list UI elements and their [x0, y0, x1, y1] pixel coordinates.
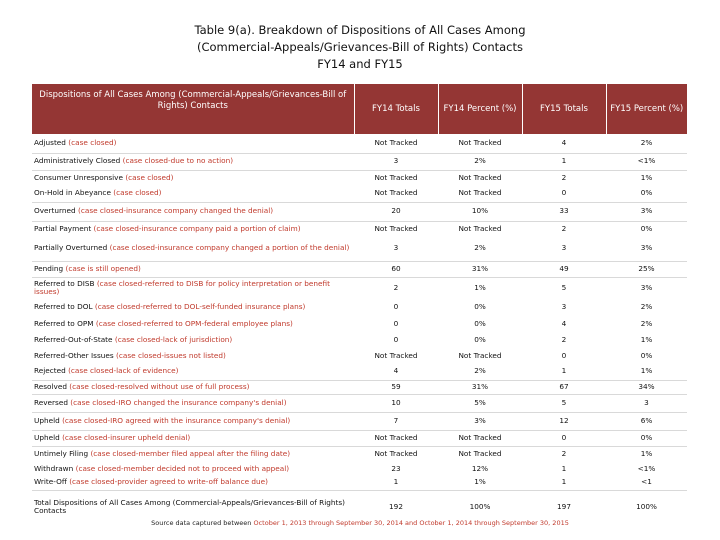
- disposition-name: Resolved: [34, 381, 67, 391]
- fy15-percent-cell: 1%: [606, 446, 687, 462]
- fy14-totals-cell: 4: [393, 366, 399, 376]
- fy14-percent-cell: Not Tracked: [438, 221, 522, 237]
- disposition-description: (case closed-due to no action): [122, 156, 234, 166]
- fy15-percent-cell: 3%: [606, 202, 687, 221]
- disposition-label: [32, 476, 354, 490]
- fy14-percent-cell: Not Tracked: [458, 137, 502, 147]
- disposition-description: (case closed-referred to DOL-self-funded insurance plans): [94, 302, 306, 312]
- fy14-totals-cell: Not Tracked: [354, 430, 438, 446]
- disposition-label: [32, 430, 354, 446]
- fy15-percent-cell: 0%: [606, 221, 687, 237]
- title-line-1: Table 9(a). Breakdown of Dispositions of All Cases Among: [194, 23, 526, 37]
- disposition-description: (case closed-referred to DISB for policy interpretation or benefit issues): [34, 278, 330, 297]
- disposition-name: Rejected: [34, 366, 66, 376]
- fy14-totals-cell: 20: [354, 202, 438, 221]
- fy15-totals-cell: 3: [561, 243, 567, 253]
- disposition-description: (case closed-lack of jurisdiction): [114, 334, 233, 344]
- source-note: [0, 519, 720, 527]
- disposition-label: [32, 446, 354, 462]
- fy14-percent-cell: 2%: [474, 243, 486, 253]
- disposition-name: Withdrawn: [34, 463, 74, 473]
- table-row: [32, 364, 687, 380]
- total-fy14-percent: 100%: [438, 490, 522, 524]
- disposition-description: (case closed-provider agreed to write-off balance due): [69, 477, 269, 487]
- fy14-totals-cell: 3: [393, 243, 399, 253]
- fy15-percent-cell: <1%: [637, 463, 656, 473]
- fy15-totals-cell: 12: [522, 412, 606, 430]
- fy15-totals-cell: 0: [561, 188, 567, 198]
- disposition-description: (case closed-lack of evidence): [68, 366, 179, 376]
- fy14-percent-cell: 2%: [474, 366, 486, 376]
- disposition-description: (case closed-resolved without use of full process): [69, 381, 250, 391]
- fy15-percent-cell: <1%: [606, 153, 687, 170]
- table-title: [0, 22, 720, 73]
- table-row: [32, 332, 687, 348]
- fy14-totals-cell: Not Tracked: [354, 170, 438, 186]
- disposition-label: [32, 202, 354, 221]
- fy14-totals-cell: 7: [354, 412, 438, 430]
- table-row: [32, 446, 687, 462]
- disposition-name: Referred to DOL: [34, 302, 93, 312]
- table-row: [32, 170, 687, 186]
- disposition-description: (case closed-insurer upheld denial): [62, 432, 191, 442]
- fy14-totals-cell: Not Tracked: [374, 188, 418, 198]
- table-body: [32, 134, 687, 524]
- fy15-totals-cell: 2: [522, 170, 606, 186]
- fy15-percent-cell: 0%: [640, 188, 653, 198]
- source-note-prefix: Source data captured between: [151, 519, 252, 527]
- table-row: [32, 299, 687, 316]
- fy15-totals-cell: 1: [522, 153, 606, 170]
- disposition-description: (case closed): [125, 172, 174, 182]
- disposition-name: Referred to DISB: [34, 278, 95, 288]
- fy15-percent-cell: 0%: [640, 350, 653, 360]
- table-row: [32, 202, 687, 221]
- fy14-totals-cell: 1: [393, 477, 399, 487]
- disposition-label: [32, 299, 354, 316]
- disposition-label: [32, 348, 354, 364]
- fy14-totals-cell: 0: [393, 318, 399, 328]
- fy15-totals-cell: 33: [522, 202, 606, 221]
- disposition-label: [32, 380, 354, 394]
- total-fy14-totals: 192: [354, 490, 438, 524]
- total-fy15-percent: 100%: [606, 490, 687, 524]
- disposition-name: Upheld: [34, 415, 60, 425]
- fy14-percent-cell: Not Tracked: [438, 430, 522, 446]
- disposition-label: [32, 332, 354, 348]
- fy14-totals-cell: Not Tracked: [374, 350, 418, 360]
- disposition-name: Pending: [34, 263, 64, 273]
- disposition-description: (case closed-insurance company changed a portion of the denial): [109, 243, 350, 253]
- fy15-totals-cell: 5: [522, 394, 606, 412]
- header-fy15-totals: FY15 Totals: [522, 84, 606, 134]
- disposition-name: Partially Overturned: [34, 243, 108, 253]
- disposition-name: Upheld: [34, 432, 60, 442]
- fy14-percent-cell: 31%: [438, 261, 522, 277]
- fy14-percent-cell: 2%: [438, 153, 522, 170]
- fy15-totals-cell: 67: [522, 380, 606, 394]
- fy14-percent-cell: Not Tracked: [438, 170, 522, 186]
- title-line-3: FY14 and FY15: [317, 57, 403, 71]
- disposition-description: (case is still opened): [65, 263, 141, 273]
- fy14-percent-cell: 5%: [438, 394, 522, 412]
- table-row: [32, 186, 687, 202]
- fy15-totals-cell: 5: [522, 277, 606, 299]
- fy14-percent-cell: 31%: [438, 380, 522, 394]
- table-row: [32, 221, 687, 237]
- fy14-totals-cell: 3: [354, 153, 438, 170]
- fy15-percent-cell: 1%: [606, 170, 687, 186]
- fy15-percent-cell: 25%: [606, 261, 687, 277]
- fy14-totals-cell: Not Tracked: [354, 446, 438, 462]
- disposition-name: Consumer Unresponsive: [34, 172, 123, 182]
- fy15-totals-cell: 1: [561, 477, 567, 487]
- disposition-description: (case closed-IRO changed the insurance company's denial): [70, 397, 287, 407]
- disposition-label: [32, 186, 354, 202]
- disposition-name: Administratively Closed: [34, 156, 121, 166]
- table-row: [32, 462, 687, 476]
- disposition-name: Referred-Out-of-State: [34, 334, 113, 344]
- fy14-percent-cell: Not Tracked: [438, 446, 522, 462]
- disposition-description: (case closed-member filed appeal after the filing date): [90, 448, 291, 458]
- header-fy14-totals: FY14 Totals: [354, 84, 438, 134]
- disposition-label: [32, 261, 354, 277]
- fy14-percent-cell: Not Tracked: [458, 188, 502, 198]
- fy15-totals-cell: 0: [561, 350, 567, 360]
- disposition-description: (case closed-referred to OPM-federal employee plans): [95, 318, 293, 328]
- fy15-percent-cell: 2%: [640, 302, 653, 312]
- disposition-label: [32, 134, 354, 153]
- fy15-percent-cell: 3: [606, 394, 687, 412]
- table-row: [32, 394, 687, 412]
- fy14-percent-cell: 0%: [474, 318, 486, 328]
- header-fy14-percent: FY14 Percent (%): [438, 84, 522, 134]
- table-row: [32, 237, 687, 261]
- header-dispositions: Dispositions of All Cases Among (Commercial-Appeals/Grievances-Bill of Rights) Contacts: [32, 84, 354, 134]
- fy15-totals-cell: 0: [522, 430, 606, 446]
- fy15-percent-cell: 0%: [606, 430, 687, 446]
- fy15-totals-cell: 2: [522, 221, 606, 237]
- fy14-totals-cell: 2: [354, 277, 438, 299]
- fy15-percent-cell: 3%: [640, 243, 653, 253]
- fy15-totals-cell: 4: [561, 137, 567, 147]
- disposition-name: Adjusted: [34, 137, 66, 147]
- table-row: [32, 476, 687, 490]
- fy15-totals-cell: 2: [522, 446, 606, 462]
- fy14-totals-cell: 59: [354, 380, 438, 394]
- header-fy15-percent: FY15 Percent (%): [606, 84, 687, 134]
- disposition-label: [32, 316, 354, 332]
- fy14-percent-cell: 0%: [474, 334, 486, 344]
- table-row: [32, 316, 687, 332]
- disposition-name: Partial Payment: [34, 223, 92, 233]
- header-row: [32, 84, 687, 134]
- fy15-percent-cell: <1: [641, 477, 652, 487]
- disposition-label: [32, 277, 354, 299]
- fy14-totals-cell: 10: [354, 394, 438, 412]
- disposition-name: Reversed: [34, 397, 68, 407]
- disposition-description: (case closed): [113, 188, 162, 198]
- disposition-label: [32, 221, 354, 237]
- fy14-percent-cell: 3%: [438, 412, 522, 430]
- disposition-label: [32, 412, 354, 430]
- disposition-name: Referred-Other Issues: [34, 350, 114, 360]
- disposition-name: On-Hold in Abeyance: [34, 188, 111, 198]
- fy15-totals-cell: 3: [561, 302, 567, 312]
- fy15-percent-cell: 6%: [606, 412, 687, 430]
- fy14-totals-cell: 60: [354, 261, 438, 277]
- fy15-totals-cell: 4: [561, 318, 567, 328]
- fy14-totals-cell: 23: [391, 463, 401, 473]
- fy15-totals-cell: 1: [561, 366, 567, 376]
- disposition-label: [32, 462, 354, 476]
- fy14-totals-cell: Not Tracked: [374, 137, 418, 147]
- table-row: [32, 430, 687, 446]
- table-row: [32, 348, 687, 364]
- total-fy15-totals: 197: [522, 490, 606, 524]
- disposition-name: Untimely Filing: [34, 448, 89, 458]
- fy14-percent-cell: 0%: [474, 302, 486, 312]
- fy14-percent-cell: 1%: [474, 477, 486, 487]
- disposition-description: (case closed-member decided not to proceed with appeal): [75, 463, 290, 473]
- fy14-percent-cell: 12%: [471, 463, 489, 473]
- dispositions-table: [32, 84, 687, 524]
- fy14-percent-cell: 1%: [438, 277, 522, 299]
- table-row: [32, 153, 687, 170]
- disposition-description: (case closed-issues not listed): [116, 350, 226, 360]
- disposition-description: (case closed-insurance company changed the denial): [77, 206, 274, 216]
- fy15-percent-cell: 2%: [640, 137, 653, 147]
- disposition-description: (case closed-IRO agreed with the insurance company's denial): [62, 415, 291, 425]
- fy14-totals-cell: 0: [393, 302, 399, 312]
- fy15-percent-cell: 34%: [606, 380, 687, 394]
- fy15-percent-cell: 1%: [640, 366, 653, 376]
- fy14-totals-cell: 0: [393, 334, 399, 344]
- fy15-percent-cell: 1%: [640, 334, 653, 344]
- disposition-name: Write-Off: [34, 477, 67, 487]
- table-row: [32, 412, 687, 430]
- disposition-description: (case closed-insurance company paid a portion of claim): [93, 223, 301, 233]
- table-row: [32, 261, 687, 277]
- fy14-totals-cell: Not Tracked: [354, 221, 438, 237]
- disposition-label: [32, 364, 354, 380]
- total-label: Total Dispositions of All Cases Among (Commercial-Appeals/Grievances-Bill of Rights) Contacts: [32, 490, 354, 524]
- disposition-label: [32, 394, 354, 412]
- disposition-label: [32, 170, 354, 186]
- disposition-name: Referred to OPM: [34, 318, 94, 328]
- disposition-name: Overturned: [34, 206, 76, 216]
- table-row: [32, 277, 687, 299]
- fy15-percent-cell: 2%: [640, 318, 653, 328]
- fy15-totals-cell: 1: [561, 463, 567, 473]
- source-note-dates: October 1, 2013 through September 30, 2014 and October 1, 2014 through September 30, 2015: [253, 519, 569, 527]
- table-row: [32, 134, 687, 153]
- fy15-percent-cell: 3%: [606, 277, 687, 299]
- fy15-totals-cell: 2: [561, 334, 567, 344]
- disposition-label: [32, 237, 354, 261]
- table-row: [32, 380, 687, 394]
- disposition-label: [32, 153, 354, 170]
- fy14-percent-cell: 10%: [438, 202, 522, 221]
- disposition-description: (case closed): [68, 137, 117, 147]
- title-line-2: (Commercial-Appeals/Grievances-Bill of Rights) Contacts: [196, 40, 523, 54]
- fy15-totals-cell: 49: [522, 261, 606, 277]
- fy14-percent-cell: Not Tracked: [458, 350, 502, 360]
